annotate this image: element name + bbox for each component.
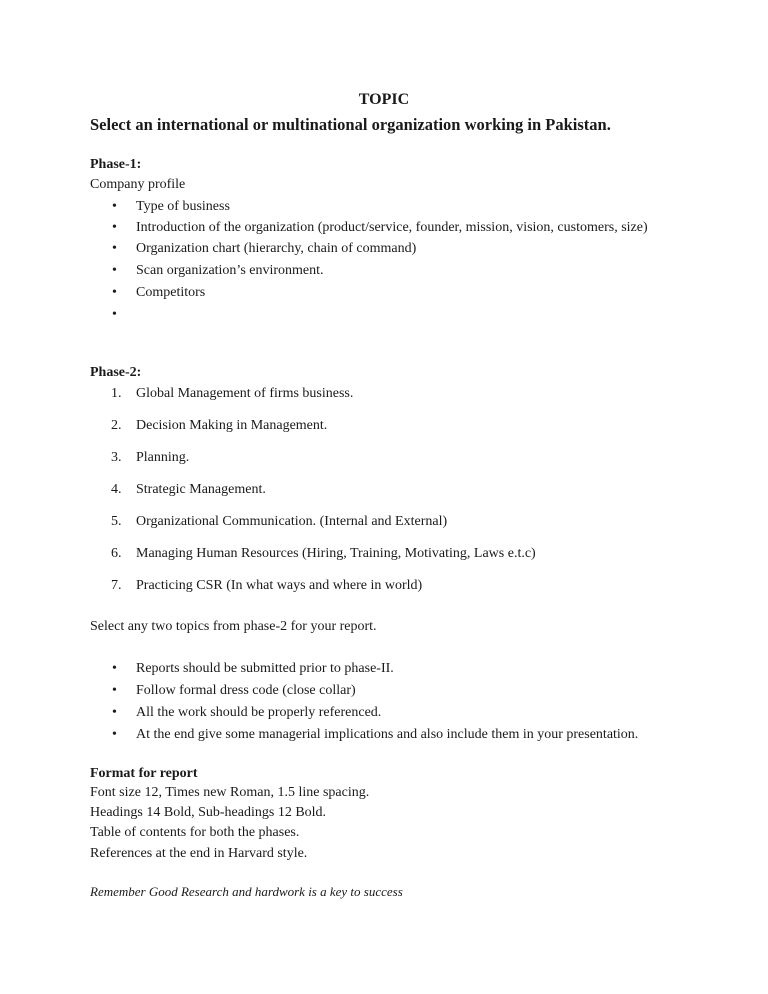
bullet-icon: •	[112, 199, 117, 214]
bullet-icon: •	[112, 727, 117, 742]
list-item-text: Organizational Communication. (Internal and External)	[136, 514, 448, 529]
bullet-icon: •	[112, 263, 117, 278]
list-number: 4.	[111, 482, 122, 497]
list-item-text: Type of business	[136, 199, 230, 214]
bullet-icon: •	[112, 705, 117, 720]
rules-bullet-list	[90, 659, 680, 745]
list-item-text: Strategic Management.	[136, 482, 266, 497]
list-number: 1.	[111, 386, 122, 401]
topic-heading: TOPIC	[358, 91, 410, 108]
list-item-text: At the end give some managerial implications and also include them in your presentation.	[136, 727, 639, 742]
list-item-text: Reports should be submitted prior to phase-II.	[136, 661, 394, 676]
list-item-text	[136, 307, 140, 322]
list-item-text: Competitors	[136, 285, 206, 300]
list-item	[90, 659, 680, 679]
list-item	[90, 448, 680, 468]
list-number: 6.	[111, 546, 122, 561]
list-number: 5.	[111, 514, 122, 529]
list-item-text: Managing Human Resources (Hiring, Training, Motivating, Laws e.t.c)	[136, 546, 536, 561]
list-item	[90, 239, 680, 259]
select-note: Select any two topics from phase-2 for your report.	[90, 619, 377, 634]
list-item	[90, 305, 680, 325]
list-item	[90, 283, 680, 303]
bullet-icon: •	[112, 661, 117, 676]
list-item	[90, 725, 680, 745]
list-item	[90, 384, 680, 404]
phase1-heading: Phase-1:	[90, 157, 142, 172]
closing-remark: Remember Good Research and hardwork is a key to success	[90, 884, 403, 899]
assignment-subtitle: Select an international or multinational organization working in Pakistan.	[90, 115, 611, 134]
list-item	[90, 261, 680, 281]
list-item-text: Practicing CSR (In what ways and where in world)	[136, 578, 423, 593]
list-item-text: Introduction of the organization (product/service, founder, mission, vision, customers, size)	[136, 220, 648, 235]
list-item	[90, 197, 680, 217]
bullet-icon: •	[112, 220, 117, 235]
list-item	[90, 512, 680, 532]
bullet-icon: •	[112, 307, 117, 322]
phase1-intro: Company profile	[90, 177, 186, 192]
list-item-text: Organization chart (hierarchy, chain of command)	[136, 241, 417, 256]
list-item	[90, 544, 680, 564]
format-line: Font size 12, Times new Roman, 1.5 line spacing.	[90, 785, 370, 800]
list-item-text: Global Management of firms business.	[136, 386, 354, 401]
format-line: Headings 14 Bold, Sub-headings 12 Bold.	[90, 805, 327, 820]
phase1-bullet-list	[90, 197, 680, 325]
bullet-icon: •	[112, 683, 117, 698]
list-item	[90, 416, 680, 436]
list-item-text: Scan organization’s environment.	[136, 263, 324, 278]
list-item	[90, 576, 680, 596]
list-item-text: All the work should be properly referenced.	[136, 705, 382, 720]
list-item-text: Follow formal dress code (close collar)	[136, 683, 356, 698]
list-item	[90, 703, 680, 723]
bullet-icon: •	[112, 285, 117, 300]
list-item	[90, 681, 680, 701]
list-item-text: Decision Making in Management.	[136, 418, 328, 433]
format-line: Table of contents for both the phases.	[90, 825, 300, 840]
format-line: References at the end in Harvard style.	[90, 846, 308, 861]
list-item-text: Planning.	[136, 450, 190, 465]
list-number: 7.	[111, 578, 122, 593]
list-item	[90, 480, 680, 500]
list-number: 3.	[111, 450, 122, 465]
format-heading: Format for report	[90, 766, 198, 781]
list-number: 2.	[111, 418, 122, 433]
list-item	[90, 218, 680, 238]
bullet-icon: •	[112, 241, 117, 256]
phase2-heading: Phase-2:	[90, 365, 142, 380]
phase2-numbered-list	[90, 384, 680, 596]
